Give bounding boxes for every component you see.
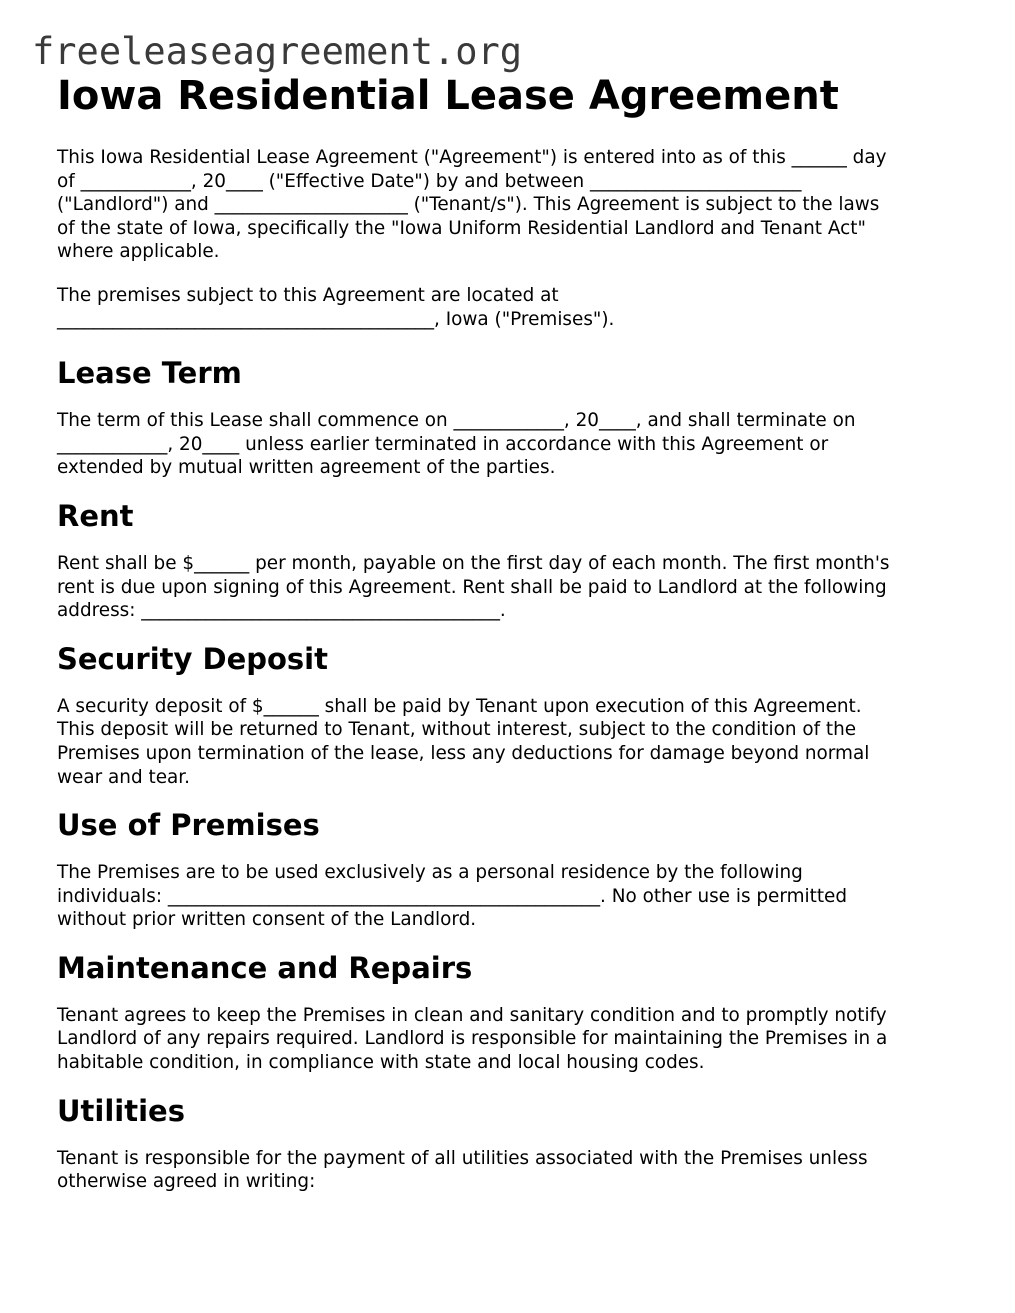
section-security-deposit (57, 641, 962, 789)
section-heading-utilities: Utilities (57, 1093, 185, 1128)
section-body-use-of-premises: The Premises are to be used exclusively as a personal residence by the following individuals: _______________________________________________. No other use is permitted without prior written consent of the Landlord. (57, 862, 848, 931)
section-heading-lease-term: Lease Term (57, 356, 242, 391)
intro-paragraph-parties: This Iowa Residential Lease Agreement ("Agreement") is entered into as of this ______ day of ____________, 20____ ("Effective Date") by and between _______________________ ("Landlord") and _____________________ ("Tenant/s"). This Agreement is subject to the laws of the state of Iowa, specifically the "Iowa Uniform Residential Landlord and Tenant Act" where applicable. (57, 147, 887, 263)
section-utilities (57, 1093, 962, 1194)
section-heading-rent: Rent (57, 498, 134, 533)
section-body-rent: Rent shall be $______ per month, payable on the first day of each month. The first month's rent is due upon signing of this Agreement. Rent shall be paid to Landlord at the following address: _______________________________________. (57, 552, 890, 622)
page-title: Iowa Residential Lease Agreement (57, 73, 839, 119)
intro-paragraph-premises: The premises subject to this Agreement are located at _________________________________________, Iowa ("Premises"). (57, 284, 615, 330)
section-heading-use-of-premises: Use of Premises (57, 808, 320, 843)
section-lease-term (57, 355, 962, 480)
watermark-text: freeleaseagreement.org (32, 30, 523, 73)
section-body-maintenance: Tenant agrees to keep the Premises in clean and sanitary condition and to promptly notify Landlord of any repairs required. Landlord is responsible for maintaining the Premises in a habitable condition, in compliance with state and local housing codes. (57, 1004, 888, 1074)
section-use-of-premises (57, 807, 962, 932)
section-maintenance (57, 950, 962, 1075)
section-heading-security-deposit: Security Deposit (57, 641, 328, 676)
section-body-security-deposit: A security deposit of $______ shall be paid by Tenant upon execution of this Agreement. This deposit will be returned to Tenant, without interest, subject to the condition of the Premises upon termination of the lease, less any deductions for damage beyond normal wear and tear. (57, 695, 870, 788)
section-heading-maintenance: Maintenance and Repairs (57, 950, 473, 985)
document-body (57, 146, 962, 1194)
section-body-utilities: Tenant is responsible for the payment of all utilities associated with the Premises unless otherwise agreed in writing: (57, 1147, 868, 1193)
section-body-lease-term: The term of this Lease shall commence on ____________, 20____, and shall terminate on ____________, 20____ unless earlier terminated in accordance with this Agreement or extended by mutual written agreement of the parties. (57, 410, 856, 479)
section-rent (57, 498, 962, 623)
